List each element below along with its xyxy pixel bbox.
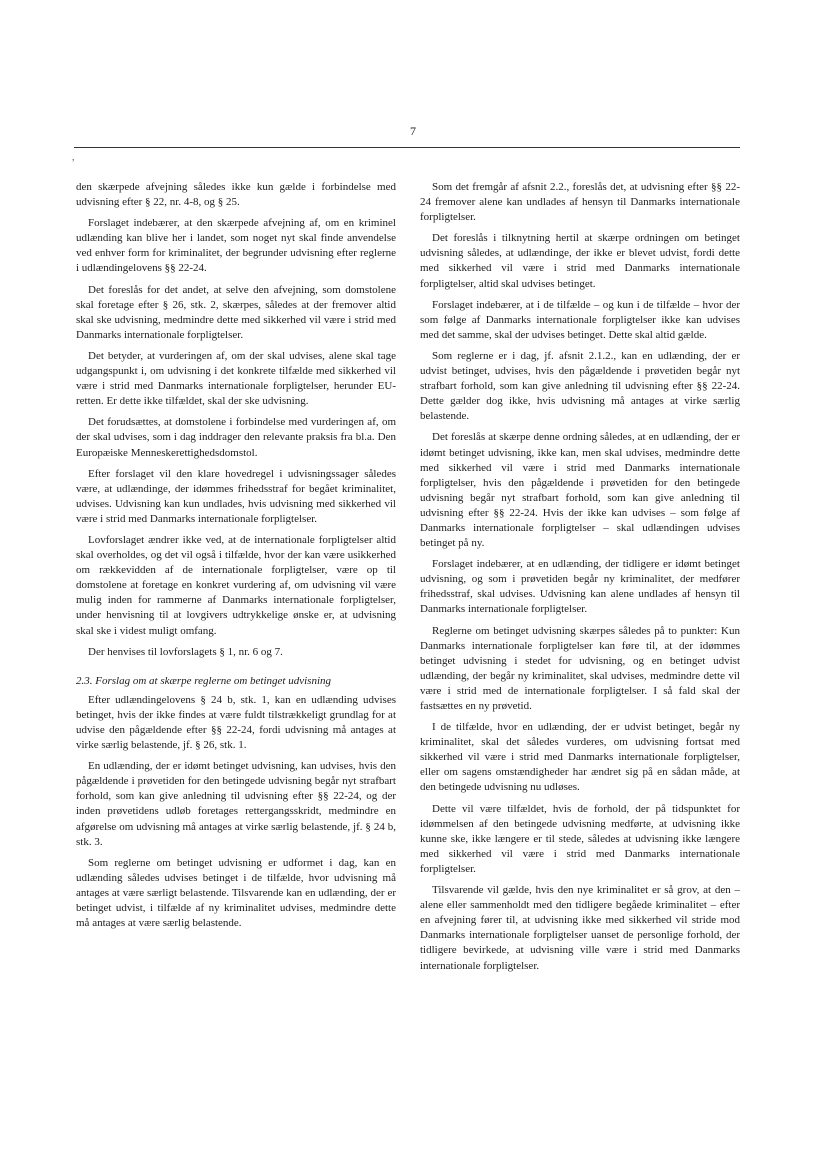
page-number: 7 (410, 124, 416, 138)
paragraph: Det foreslås at skærpe denne ordning således, at en udlænding, der er idømt betinget udvisning, ikke kan, men skal udvises, medmindre dette med sikkerhed vil være i strid med Danmarks internationale forpligtelser, hvis den pågældende i prøvetiden for den betingede udvisning begår nyt strafbart forhold, som kan give anledning til udvisning efter §§ 22-24. Hvis der ikke kan udvises – som følge af Danmarks internationale forpligtelser – skal udlændingen udvises betinget på ny. (420, 431, 740, 550)
paragraph: Det betyder, at vurderingen af, om der skal udvises, alene skal tage udgangspunkt i, om udvisning i det konkrete tilfælde med sikkerhed vil være i strid med Danmarks internationale forpligtelser, herunder EU-retten. Er dette ikke tilfældet, skal der ske udvisning. (76, 349, 396, 408)
paragraph: Efter forslaget vil den klare hovedregel i udvisningssager således være, at udlændinge, der idømmes frihedsstraf for begået kriminalitet, udvises. Udvisning kan kun undlades, hvis udvisning med sikkerhed vil være i strid med Danmarks internationale forpligtelser. (76, 467, 396, 525)
paragraph: Reglerne om betinget udvisning skærpes således på to punkter: Kun Danmarks internationale forpligtelser kan føre til, at der idømmes betinget udvisning i stedet for udvisning, og en betinget udvist udlænding, der begår ny kriminalitet, skal udvises, medmindre dette vil være i strid med de internationale forpligtelser. I så fald skal der fastsættes en ny prøvetid. (420, 624, 740, 712)
margin-mark: , (72, 152, 75, 163)
paragraph: I de tilfælde, hvor en udlænding, der er udvist betinget, begår ny kriminalitet, skal det således vurderes, om udvisning fortsat med sikkerhed vil være i strid med Danmarks internationale forpligtelser, eller om sagens omstændigheder har ændret sig på en sådan måde, at den betingede udvisning nu udløses. (420, 721, 740, 794)
paragraph: Det forudsættes, at domstolene i forbindelse med vurderingen af, om der skal udvises, som i dag inddrager den relevante praksis fra bl.a. Den Europæiske Menneskerettighedsdomstol. (76, 416, 396, 459)
left-column (76, 180, 396, 937)
header-rule (74, 147, 740, 148)
paragraph: Lovforslaget ændrer ikke ved, at de internationale forpligtelser altid skal overholdes, og det vil også i tilfælde, hvor der kan være usikkerhed om rækkevidden af de internationale forpligtelser, være op til domstolene at foretage en konkret vurdering af, om udvisning vil være mulig inden for rammerne af Danmarks internationale forpligtelser, under henvisning til at lovgivers udtrykkelige ønske er, at udvisning skal ske i videst muligt omfang. (76, 533, 396, 637)
paragraph: Efter udlændingelovens § 24 b, stk. 1, kan en udlænding udvises betinget, hvis der ikke findes at være fuldt tilstrækkeligt grundlag for at udvise den pågældende efter §§ 22-24, fordi udvisning må antages at virke særlig belastende, jf. § 26, stk. 1. (76, 693, 396, 752)
right-column (420, 180, 740, 980)
paragraph: Forslaget indebærer, at en udlænding, der tidligere er idømt betinget udvisning, og som i prøvetiden begår ny kriminalitet, der medfører frihedsstraf, skal udvises. Udvisning kan alene undlades af hensyn til Danmarks internationale forpligtelser. (420, 558, 740, 616)
section-heading: 2.3. Forslag om at skærpe reglerne om betinget udvisning (76, 674, 332, 687)
paragraph: Tilsvarende vil gælde, hvis den nye kriminalitet er så grov, at den – alene eller sammenholdt med den tidligere begåede kriminalitet – efter en afvejning fører til, at udvisning ikke med sikkerhed vil stride mod Danmarks internationale forpligtelser uanset de personlige forhold, der tidligere bevirkede, at udvisning ville være i strid med Danmarks internationale forpligtelser. (420, 884, 740, 972)
paragraph: Som det fremgår af afsnit 2.2., foreslås det, at udvisning efter §§ 22-24 fremover alene kan undlades af hensyn til Danmarks internationale forpligtelser. (420, 181, 740, 224)
paragraph: Der henvises til lovforslagets § 1, nr. 6 og 7. (88, 645, 283, 658)
paragraph: den skærpede afvejning således ikke kun gælde i forbindelse med udvisning efter § 22, nr. 4-8, og § 25. (76, 181, 396, 209)
paragraph: Som reglerne er i dag, jf. afsnit 2.1.2., kan en udlænding, der er udvist betinget, udvises, hvis den pågældende i prøvetiden begår nyt strafbart forhold, som kan give anledning til udvisning efter §§ 22-24. Dette gælder dog ikke, hvis udvisning må antages at virke særlig belastende. (420, 349, 740, 423)
paragraph: Det foreslås i tilknytning hertil at skærpe ordningen om betinget udvisning således, at udlændinge, der ikke er blevet udvist, fordi dette med sikkerhed vil være i strid med Danmarks internationale forpligtelser, altid skal udvises betinget. (420, 232, 740, 290)
paragraph: Som reglerne om betinget udvisning er udformet i dag, kan en udlænding således udvises betinget i de tilfælde, hvor udvisning må antages at være særligt belastende. Tilsvarende kan en udlænding, der er betinget udvist, i tilfælde af ny kriminalitet udvises, medmindre dette må antages at være særlig belastende. (76, 856, 396, 930)
paragraph: En udlænding, der er idømt betinget udvisning, kan udvises, hvis den pågældende i prøvetiden for den betingede udvisning begår nyt strafbart forhold, som kan give anledning til udvisning efter §§ 22-24, og der inden prøvetidens udløb foretages rettergangsskridt, medmindre en afgørelse om udvisning må antages at virke særlig belastende, jf. § 24 b, stk. 3. (76, 760, 396, 848)
paragraph: Forslaget indebærer, at i de tilfælde – og kun i de tilfælde – hvor der som følge af Danmarks internationale forpligtelser ikke kan udvises med det samme, skal der udvises betinget. Dette skal altid gælde. (420, 298, 740, 341)
paragraph: Dette vil være tilfældet, hvis de forhold, der på tidspunktet for idømmelsen af den betingede udvisning medførte, at udvisning ikke kunne ske, ikke længere er til stede, således at udvisning ikke længere med sikkerhed vil være i strid med Danmarks internationale forpligtelser. (420, 802, 740, 875)
paragraph: Forslaget indebærer, at den skærpede afvejning af, om en kriminel udlænding kan blive her i landet, som noget nyt skal finde anvendelse ved enhver form for kriminalitet, der begrunder udvisning efter reglerne i udlændingelovens §§ 22-24. (76, 217, 396, 275)
paragraph: Det foreslås for det andet, at selve den afvejning, som domstolene skal foretage efter § 26, stk. 2, skærpes, således at der fremover altid skal ske udvisning, medmindre dette med sikkerhed vil være i strid med Danmarks internationale forpligtelser. (76, 283, 396, 341)
